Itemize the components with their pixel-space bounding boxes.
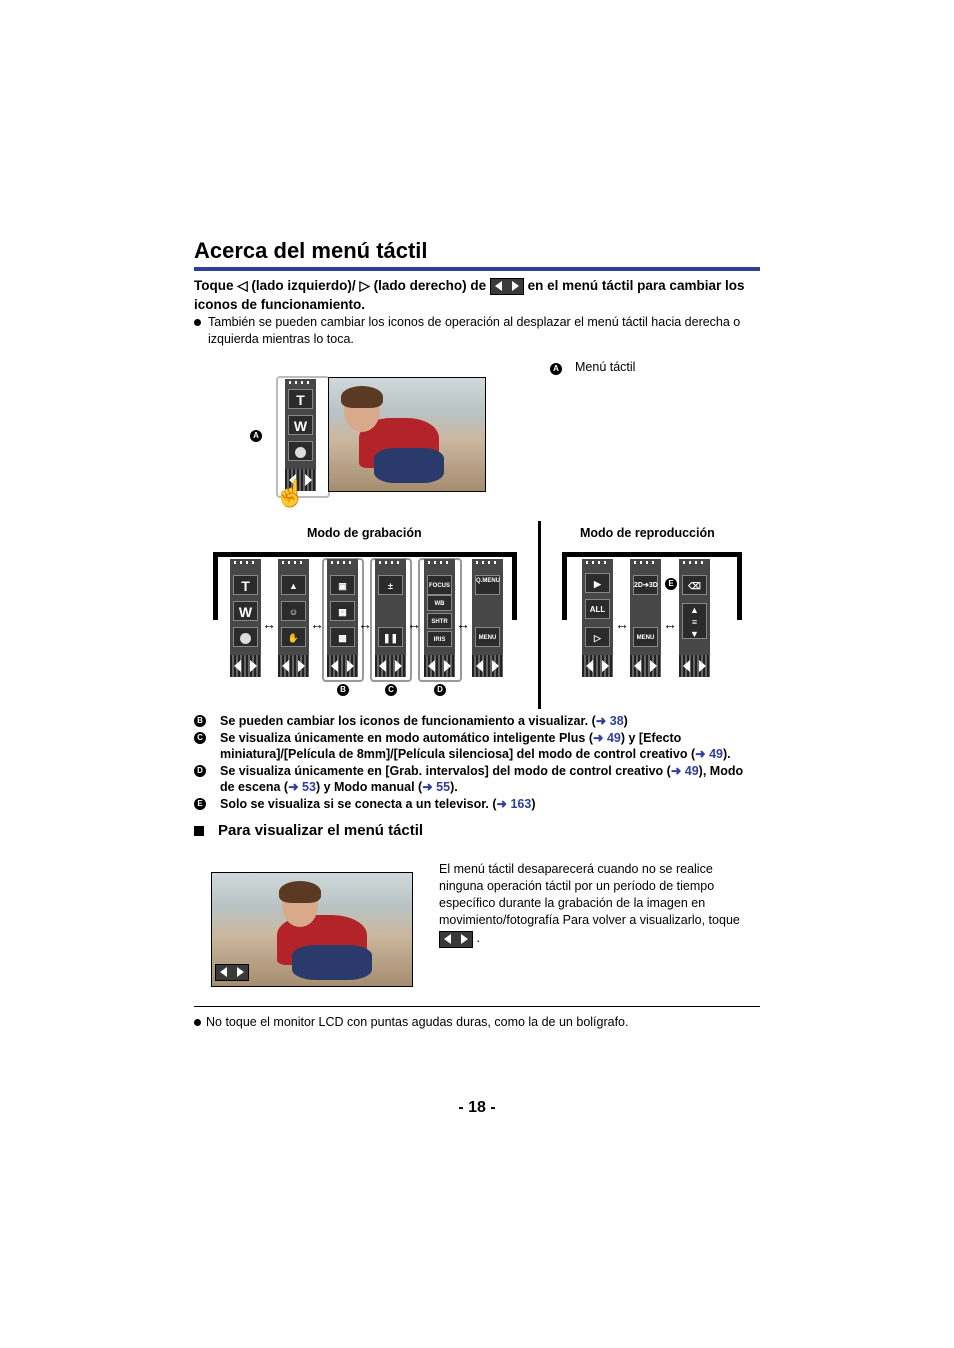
note-b: [194, 713, 760, 730]
scroll-arrows-icon[interactable]: [472, 655, 503, 677]
scroll-arrows-icon[interactable]: [375, 655, 406, 677]
page-link[interactable]: ➜ 49: [593, 730, 621, 745]
scroll-arrows-icon[interactable]: [327, 655, 358, 677]
scroll-arrows-icon[interactable]: [230, 655, 261, 677]
preview-photo: [328, 377, 486, 492]
footnote-text: No toque el monitor LCD con puntas agudas duras, como la de un bolígrafo.: [206, 1015, 629, 1029]
hand-shake-icon[interactable]: ✋: [281, 627, 306, 647]
focus-icon[interactable]: FOCUS: [427, 575, 452, 595]
double-arrow-icon: ↔: [615, 616, 629, 632]
note-marker: E: [194, 798, 206, 810]
exposure-icon[interactable]: ±: [378, 575, 403, 595]
legend-marker-a: A: [550, 363, 562, 375]
menu-arrows-icon[interactable]: [215, 964, 249, 981]
play-mode-caption: Modo de reproducción: [580, 526, 715, 540]
touch-menu-strip[interactable]: [285, 379, 316, 491]
status-dots: [634, 561, 658, 564]
page-number: - 18 -: [458, 1099, 496, 1116]
right-triangle-icon: ▷: [359, 278, 370, 293]
video-mode-icon[interactable]: ▶: [585, 573, 610, 593]
title-rule: [194, 267, 760, 271]
marker-e: E: [665, 578, 677, 590]
page-link[interactable]: ➜ 38: [595, 714, 624, 728]
page-link[interactable]: ➜ 163: [496, 796, 532, 811]
status-dots: [683, 561, 707, 564]
note-text: ).: [722, 747, 731, 761]
double-arrow-icon: ↔: [663, 616, 677, 632]
picture-icon[interactable]: ▩: [330, 627, 355, 647]
scroll-arrows-icon[interactable]: [630, 655, 661, 677]
iris-icon[interactable]: IRIS: [427, 631, 452, 647]
left-triangle-icon: ◁: [237, 278, 248, 293]
status-dots: [331, 561, 355, 564]
rec-mode-caption: Modo de grabación: [307, 526, 422, 540]
lead-text-1: Toque: [194, 278, 234, 293]
scroll-arrows-icon[interactable]: [679, 655, 710, 677]
lead-bullet: [194, 314, 760, 348]
status-dots: [289, 381, 313, 384]
rec-strip-6[interactable]: [472, 559, 503, 677]
note-text: ): [623, 714, 628, 728]
double-arrow-icon: ↔: [358, 616, 372, 632]
paragraph-end: .: [476, 930, 480, 945]
lead-instruction: [194, 276, 760, 314]
note-d: [194, 763, 760, 796]
note-marker: C: [194, 732, 206, 744]
hidden-menu-photo: [211, 872, 413, 987]
zoom-wide-icon[interactable]: W: [288, 415, 313, 435]
marker-d: D: [434, 684, 446, 696]
marker-b: B: [337, 684, 349, 696]
note-text: ) y [Efecto miniatura]/[Película de 8mm]/[Película silenciosa] del modo de control creativo (: [220, 730, 696, 761]
record-button-icon[interactable]: [288, 441, 313, 461]
status-dots: [428, 561, 452, 564]
lead-text-2: (lado izquierdo)/: [251, 278, 356, 293]
bullet-icon: [194, 319, 201, 326]
note-text: Se visualiza únicamente en modo automático inteligente Plus (: [220, 730, 593, 745]
zoom-tele-icon[interactable]: T: [288, 389, 313, 409]
scroll-arrows-icon[interactable]: [582, 655, 613, 677]
rec-strip-4[interactable]: [375, 559, 406, 677]
menu-icon[interactable]: MENU: [633, 627, 658, 647]
status-dots: [586, 561, 610, 564]
record-button-icon[interactable]: [233, 627, 258, 647]
backlight-icon[interactable]: ▣: [330, 575, 355, 595]
double-arrow-icon: ↔: [456, 616, 470, 632]
menu-arrows-icon: [490, 278, 524, 295]
lead-bullet-text: También se pueden cambiar los iconos de operación al desplazar el menú táctil hacia derecha o izquierda mientras lo toca.: [208, 315, 741, 346]
footer-rule: [194, 1006, 760, 1007]
quick-menu-icon[interactable]: Q.MENU: [475, 575, 500, 595]
rec-strip-3[interactable]: [327, 559, 358, 677]
zoom-wide-icon[interactable]: W: [233, 601, 258, 621]
zoom-tele-icon[interactable]: T: [233, 575, 258, 595]
menu-arrows-icon: [439, 931, 473, 948]
all-scenes-icon[interactable]: ALL: [585, 599, 610, 619]
note-text: ), Modo de escena (: [220, 763, 744, 794]
level-shot-icon[interactable]: ▲: [281, 575, 306, 595]
mode-divider: [538, 521, 541, 709]
lead-text-3: (lado derecho) de: [373, 278, 487, 293]
marker-a: A: [250, 430, 262, 442]
note-marker: B: [194, 715, 206, 727]
square-bullet-icon: [194, 826, 204, 836]
note-marker: D: [194, 765, 206, 777]
finger-touch-icon: ☝: [274, 478, 307, 508]
smile-shot-icon[interactable]: ☺: [281, 601, 306, 621]
marker-c: C: [385, 684, 397, 696]
note-text: Se pueden cambiar los iconos de funcionamiento a visualizar. (: [220, 714, 596, 728]
note-text: Se visualiza únicamente en [Grab. intervalos] del modo de control creativo (: [220, 763, 671, 778]
note-e: [194, 796, 760, 813]
status-dots: [234, 561, 258, 564]
hide-menu-paragraph: [439, 861, 759, 948]
playback-format-icon[interactable]: ▷: [585, 627, 610, 647]
scroll-arrows-icon[interactable]: [424, 655, 455, 677]
double-arrow-icon: ↔: [310, 616, 324, 632]
rec-strip-1[interactable]: [230, 559, 261, 677]
legend-a-text: Menú táctil: [575, 360, 636, 374]
2d-3d-icon[interactable]: 2D➔3D: [633, 575, 658, 595]
trash-icon[interactable]: ⌫: [682, 575, 707, 595]
status-dots: [282, 561, 306, 564]
note-text: ).: [450, 780, 458, 794]
scroll-arrows-icon[interactable]: [278, 655, 309, 677]
lead-text-4: en el menú táctil para cambiar los iconos de funcionamiento.: [194, 278, 745, 312]
page-link[interactable]: ➜ 55: [422, 780, 451, 794]
wb-icon[interactable]: WB: [427, 595, 452, 611]
status-dots: [476, 561, 500, 564]
notes-list: [194, 713, 760, 812]
note-c: [194, 730, 760, 763]
double-arrow-icon: ↔: [262, 616, 276, 632]
page-link[interactable]: ➜ 49: [695, 747, 723, 761]
up-down-scroll-icon[interactable]: ▲ ≡ ▼: [682, 603, 707, 639]
pause-icon[interactable]: ❚❚: [378, 627, 403, 647]
subheading: [194, 822, 423, 839]
subheading-text: Para visualizar el menú táctil: [218, 822, 424, 839]
double-arrow-icon: ↔: [407, 616, 421, 632]
rec-strip-5[interactable]: [424, 559, 455, 677]
menu-icon[interactable]: MENU: [475, 627, 500, 647]
note-text: ): [531, 796, 536, 811]
shutter-icon[interactable]: SHTR: [427, 613, 452, 629]
play-strip-2[interactable]: [630, 559, 661, 677]
footnote: [194, 1014, 760, 1031]
note-text: ) y Modo manual (: [315, 780, 423, 794]
page-link[interactable]: ➜ 49: [670, 763, 699, 778]
status-dots: [379, 561, 403, 564]
bullet-icon: [194, 1019, 201, 1026]
play-strip-1[interactable]: [582, 559, 613, 677]
rec-strip-2[interactable]: [278, 559, 309, 677]
page-link[interactable]: ➜ 53: [288, 780, 316, 794]
paragraph-text: El menú táctil desaparecerá cuando no se realice ninguna operación táctil por un período de tiempo específico durante la grabación de la imagen en movimiento/fotografía Para volver a visualizarlo, toque: [439, 862, 740, 927]
play-strip-3[interactable]: [679, 559, 710, 677]
page-title: Acerca del menú táctil: [194, 238, 428, 263]
pre-rec-icon[interactable]: ▦: [330, 601, 355, 621]
note-text: Solo se visualiza si se conecta a un televisor. (: [220, 796, 497, 811]
